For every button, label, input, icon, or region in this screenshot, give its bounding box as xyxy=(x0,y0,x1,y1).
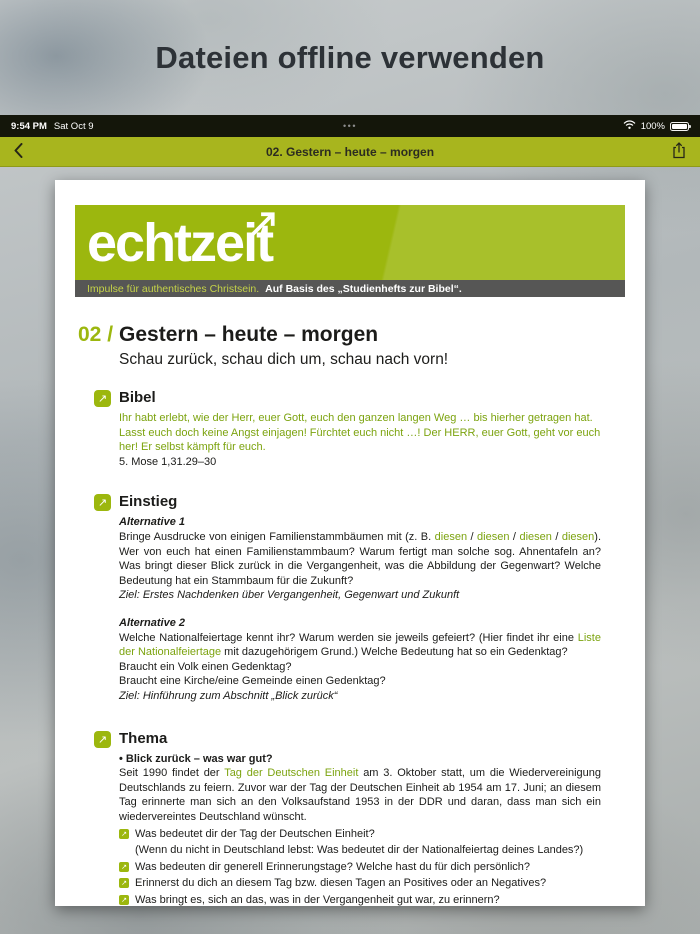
question-text: Was bringt es, sich an das, was in der Vergangenheit gut war, zu erinnern? xyxy=(135,893,500,906)
chevron-left-icon xyxy=(14,143,23,161)
hero-banner xyxy=(0,0,700,115)
question-subtext: (Wenn du nicht in Deutschland lebst: Was bedeutet dir der Nationalfeiertag deines Landes?) xyxy=(135,844,584,857)
question-list xyxy=(119,827,601,906)
bible-reference: 5. Mose 1,31.29–30 xyxy=(119,455,217,468)
arrow-bullet-icon: ↗ xyxy=(119,878,129,888)
lesson-heading xyxy=(55,297,645,369)
inline-link[interactable]: diesen xyxy=(561,530,595,543)
question-text: Was bedeutet dir der Tag der Deutschen Einheit? xyxy=(135,828,375,841)
back-button[interactable] xyxy=(14,137,23,167)
question-row xyxy=(119,876,601,891)
alternative-1-text: Bringe Ausdrucke von einigen Familienstammbäumen mit (z. B. diesen / diesen / diesen / diesen). Wer von euch hat einen Familienstammbaum? Warum fertigt man solche sog. Ahnentafeln an? Was bringt dieser Blick zurück in die Vergangenheit, was die Abbildung der Gegenwart? Welche Bedeutung hat ein Stammbaum für die Zukunft? xyxy=(119,530,602,587)
section-thema xyxy=(55,730,645,907)
alternative-2-text: Welche Nationalfeiertage kennt ihr? Warum werden sie jeweils gefeiert? (Hier findet ihr eine Liste der Nationalfeiertage mit dazugehörigem Grund.) Welche Bedeutung hat so ein Gedenktag? xyxy=(119,631,601,659)
logo-subtagline: Auf Basis des „Studienhefts zur Bibel“. xyxy=(265,282,462,295)
question-text: Erinnerst du dich an diesem Tag bzw. diesen Tagen an Positives oder an Negatives? xyxy=(135,877,547,890)
document-page[interactable] xyxy=(55,180,645,906)
lesson-number: 02 / xyxy=(78,323,114,346)
share-icon xyxy=(672,142,686,162)
nav-bar xyxy=(0,137,700,167)
status-bar xyxy=(0,115,700,137)
status-time: 9:54 PM xyxy=(11,120,47,132)
question-row xyxy=(119,827,601,842)
alternative-2-line: Braucht ein Volk einen Gedenktag? xyxy=(119,660,292,673)
logo-tagline-strip xyxy=(75,280,625,297)
section-title-thema: Thema xyxy=(119,729,168,747)
brand-wordmark: echtzeit xyxy=(87,212,273,273)
alternative-1-goal: Ziel: Erstes Nachdenken über Vergangenheit, Gegenwart und Zukunft xyxy=(119,589,460,602)
section-bibel xyxy=(55,389,645,469)
logo-tagline: Impulse für authentisches Christsein. xyxy=(87,282,260,295)
arrow-bullet-icon: ↗ xyxy=(119,862,129,872)
section-einstieg xyxy=(55,493,645,703)
arrow-box-icon: ↗ xyxy=(94,731,111,748)
inline-link[interactable]: diesen xyxy=(477,530,510,543)
lesson-title: Gestern – heute – morgen xyxy=(119,323,379,346)
inline-link[interactable]: diesen xyxy=(434,530,468,543)
section-title-einstieg: Einstieg xyxy=(119,493,178,511)
status-date: Sat Oct 9 xyxy=(53,120,94,132)
share-button[interactable] xyxy=(672,137,686,167)
alternative-1-label: Alternative 1 xyxy=(119,516,186,529)
logo-green-band xyxy=(75,205,625,280)
question-row xyxy=(119,860,601,875)
arrow-bullet-icon: ↗ xyxy=(119,829,129,839)
arrow-bullet-icon: ↗ xyxy=(119,895,129,905)
inline-link[interactable]: Tag der Deutschen Einheit xyxy=(224,767,359,780)
hero-title: Dateien offline verwenden xyxy=(155,39,545,75)
bible-quote: Ihr habt erlebt, wie der Herr, euer Gott, euch den ganzen langen Weg … bis hierher getragen hat. Lasst euch doch keine Angst einjagen! Fürchtet euch nicht …! Der HERR, euer Gott, geht vor euch her! Er selbst kämpft für euch. xyxy=(119,412,601,454)
echtzeit-logo-banner xyxy=(75,205,625,297)
question-text: Was bedeuten dir generell Erinnerungstage? Welche hast du für dich persönlich? xyxy=(135,860,531,873)
nav-title: 02. Gestern – heute – morgen xyxy=(265,144,435,159)
thema-intro: Seit 1990 findet der Tag der Deutschen Einheit am 3. Oktober statt, um die Wiedervereinigung Deutschlands zu feiern. Zuvor war der Tag der Deutschen Einheit ab 1954 am 17. Juni; an diesem Tag erinnerte man sich an den Volksaufstand 1953 in der DDR und daran, dass man sich ein wiedervereintes Deutschland wünscht. xyxy=(119,767,602,823)
inline-link[interactable]: diesen xyxy=(519,530,552,543)
status-indicator: ••• xyxy=(343,121,357,131)
arrow-box-icon: ↗ xyxy=(94,494,111,511)
battery-percent: 100% xyxy=(640,120,665,132)
lesson-subtitle: Schau zurück, schau dich um, schau nach vorn! xyxy=(119,351,449,368)
wifi-icon xyxy=(623,120,636,133)
section-title-bibel: Bibel xyxy=(119,389,156,406)
status-right xyxy=(623,120,689,133)
battery-icon xyxy=(670,122,689,131)
alternative-2-label: Alternative 2 xyxy=(119,616,186,629)
alternative-2-line: Braucht eine Kirche/eine Gemeinde einen Gedenktag? xyxy=(119,675,386,688)
thema-subheading: • Blick zurück – was war gut? xyxy=(119,752,273,765)
inline-link[interactable]: Liste der Nationalfeiertage xyxy=(119,631,601,659)
question-row xyxy=(119,893,601,906)
arrow-box-icon: ↗ xyxy=(94,390,111,407)
alternative-2-goal: Ziel: Hinführung zum Abschnitt „Blick zurück“ xyxy=(119,689,338,702)
status-left xyxy=(11,121,94,132)
